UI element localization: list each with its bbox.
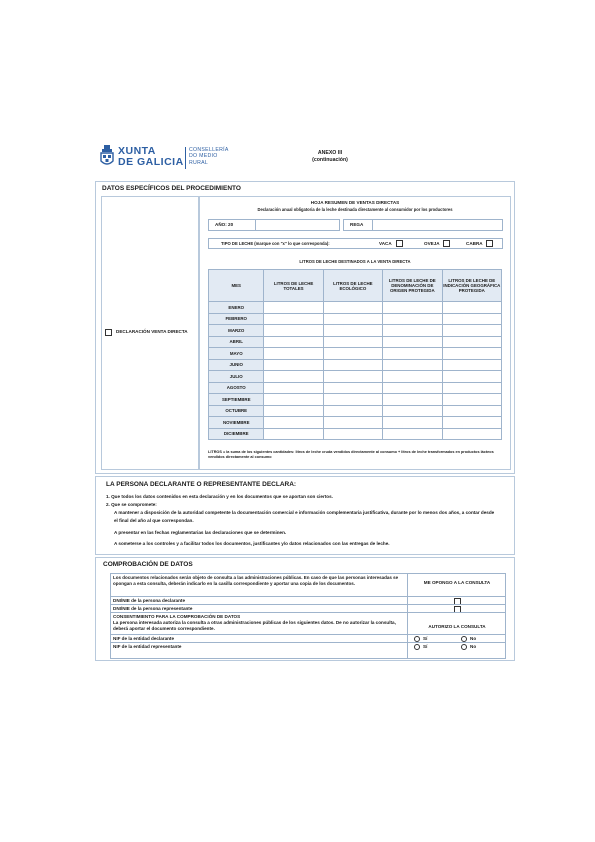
declaration-section xyxy=(95,476,515,555)
liters-pgi-input[interactable] xyxy=(442,417,501,429)
liters-pgi-input[interactable] xyxy=(442,348,501,360)
liters-footnote: LITROS = la suma de los siguientes cantidades: litros de leche cruda vendidos directamente al consumo + litros de leche transformados en productos lácteos vendidos directamente al consumo xyxy=(208,450,494,459)
month-row xyxy=(209,394,502,406)
liters-pdo-input[interactable] xyxy=(383,302,443,314)
month-label: ABRIL xyxy=(209,336,264,348)
consent-text: La persona interesada autoriza la consulta a otras administraciones públicas de los siguientes datos. De no autorizar la consulta, deberá aportar el documento correspondiente. xyxy=(113,620,396,631)
sales-summary-sheet xyxy=(199,196,511,470)
nif-row-1-label: NIF de la entidad declarante xyxy=(113,636,175,641)
declaration-cell xyxy=(101,196,199,470)
rega-label: REGA xyxy=(350,222,364,227)
annex-line1: ANEXO III xyxy=(317,150,343,156)
month-label: DICIEMBRE xyxy=(209,428,264,440)
liters-pdo-input[interactable] xyxy=(383,382,443,394)
milk-type-goat-checkbox[interactable] xyxy=(486,240,493,247)
authorize-header: AUTORIZO LA CONSULTA xyxy=(428,624,486,629)
liters-total-input[interactable] xyxy=(264,371,323,383)
liters-pgi-input[interactable] xyxy=(442,313,501,325)
liters-organic-input[interactable] xyxy=(323,428,382,440)
month-label: ENERO xyxy=(209,302,264,314)
month-row xyxy=(209,336,502,348)
liters-organic-input[interactable] xyxy=(323,394,382,406)
milk-type-row xyxy=(208,238,503,249)
rega-input[interactable] xyxy=(372,220,373,230)
liters-pdo-input[interactable] xyxy=(383,336,443,348)
month-label: SEPTIEMBRE xyxy=(209,394,264,406)
logo-line2: DE GALICIA xyxy=(118,156,184,168)
logo-divider xyxy=(185,147,186,169)
liters-pdo-input[interactable] xyxy=(383,405,443,417)
sheet-title: HOJA RESUMEN DE VENTAS DIRECTAS xyxy=(310,200,400,205)
liters-total-input[interactable] xyxy=(264,394,323,406)
section3-title: COMPROBACIÓN DE DATOS xyxy=(103,561,193,568)
milk-type-sheep-checkbox[interactable] xyxy=(443,240,450,247)
nif2-no-label: No xyxy=(470,644,477,649)
col-pdo-liters: LITROS DE LECHE DE DENOMINACIÓN DE ORIGEN PROTEGIDA xyxy=(383,270,443,302)
liters-pdo-input[interactable] xyxy=(383,313,443,325)
dept-line1: CONSELLERÍA xyxy=(189,147,229,153)
liters-total-input[interactable] xyxy=(264,302,323,314)
liters-pdo-input[interactable] xyxy=(383,417,443,429)
row-divider xyxy=(111,612,505,613)
liters-pdo-input[interactable] xyxy=(383,325,443,337)
section2-title: LA PERSONA DECLARANTE O REPRESENTANTE DECLARA: xyxy=(106,481,297,488)
liters-organic-input[interactable] xyxy=(323,313,382,325)
month-row xyxy=(209,348,502,360)
liters-pdo-input[interactable] xyxy=(383,371,443,383)
month-label: MARZO xyxy=(209,325,264,337)
liters-pgi-input[interactable] xyxy=(442,325,501,337)
year-label: AÑO: 20 xyxy=(215,222,234,227)
doc-row-2-label: DNI/NIE de la persona representante xyxy=(113,606,193,611)
liters-organic-input[interactable] xyxy=(323,371,382,383)
month-label: JULIO xyxy=(209,371,264,383)
month-row xyxy=(209,417,502,429)
month-label: MAYO xyxy=(209,348,264,360)
month-label: OCTUBRE xyxy=(209,405,264,417)
liters-organic-input[interactable] xyxy=(323,405,382,417)
row-divider xyxy=(111,604,505,605)
table-title: LITROS DE LECHE DESTINADOS A LA VENTA DIRECTA xyxy=(299,259,411,264)
month-row xyxy=(209,405,502,417)
verification-table xyxy=(110,573,506,659)
nif2-yes-radio[interactable] xyxy=(414,644,420,650)
liters-organic-input[interactable] xyxy=(323,348,382,360)
liters-pgi-input[interactable] xyxy=(442,405,501,417)
month-label: AGOSTO xyxy=(209,382,264,394)
month-row xyxy=(209,359,502,371)
liters-organic-input[interactable] xyxy=(323,382,382,394)
liters-total-input[interactable] xyxy=(264,325,323,337)
oppose-column-divider xyxy=(407,574,408,658)
declare-item-2: 2. Que se compromete: xyxy=(106,502,157,507)
liters-pgi-input[interactable] xyxy=(442,359,501,371)
milk-type-goat-label: CABRA xyxy=(466,241,483,246)
milk-type-sheep-label: OVEJA xyxy=(424,241,440,246)
declaration-checkbox[interactable] xyxy=(105,329,112,336)
liters-organic-input[interactable] xyxy=(323,325,382,337)
data-verification-section xyxy=(95,557,515,661)
dept-line3: RURAL xyxy=(189,159,209,166)
nif1-no-label: No xyxy=(470,636,477,641)
logo-line1: XUNTA xyxy=(118,145,156,157)
liters-pgi-input[interactable] xyxy=(442,382,501,394)
sheet-subtitle: Declaración anual obligatoria de la leche destinada directamente al consumidor por los productores xyxy=(257,207,453,212)
nif-row-2-label: NIF de la entidad representante xyxy=(113,644,182,649)
month-row xyxy=(209,428,502,440)
annex-label xyxy=(300,150,360,164)
col-total-liters: LITROS DE LECHE TOTALES xyxy=(264,270,323,302)
declare-item-1: 1. Que todos los datos contenidos en esta declaración y en los documentos que se aportan son ciertos. xyxy=(106,494,333,499)
year-input[interactable] xyxy=(255,220,256,230)
nif1-yes-label: Sí xyxy=(423,636,428,641)
liters-total-input[interactable] xyxy=(264,405,323,417)
oppose-header: ME OPONGO A LA CONSULTA xyxy=(423,580,491,585)
section1-title: DATOS ESPECÍFICOS DEL PROCEDIMIENTO xyxy=(102,185,241,192)
commitment-3: A someterse a los controles y a facilitar todos los documentos, justificantes y/o datos relacionados con las entregas de leche. xyxy=(114,541,390,546)
liters-pdo-input[interactable] xyxy=(383,394,443,406)
dept-line2: DO MEDIO xyxy=(189,153,218,160)
nif2-yes-label: Sí xyxy=(423,644,428,649)
col-month: MES xyxy=(209,270,264,302)
milk-type-cow-label: VACA xyxy=(379,241,392,246)
month-row xyxy=(209,313,502,325)
month-row xyxy=(209,382,502,394)
liters-pdo-input[interactable] xyxy=(383,428,443,440)
month-row xyxy=(209,325,502,337)
month-label: JUNIO xyxy=(209,359,264,371)
month-row xyxy=(209,371,502,383)
monthly-liters-table xyxy=(208,269,502,440)
liters-total-input[interactable] xyxy=(264,348,323,360)
row-divider xyxy=(111,596,505,597)
year-field[interactable] xyxy=(208,219,340,231)
liters-total-input[interactable] xyxy=(264,359,323,371)
liters-organic-input[interactable] xyxy=(323,359,382,371)
liters-total-input[interactable] xyxy=(264,336,323,348)
liters-organic-input[interactable] xyxy=(323,336,382,348)
consent-title: CONSENTIMIENTO PARA LA COMPROBACIÓN DE DATOS xyxy=(113,614,241,619)
col-pgi-liters: LITROS DE LECHE DE INDICACIÓN GEOGRÁFICA PROTEGIDA xyxy=(442,270,501,302)
month-label: NOVIEMBRE xyxy=(209,417,264,429)
liters-pgi-input[interactable] xyxy=(442,371,501,383)
specific-data-section xyxy=(95,181,515,474)
col-organic-liters: LITROS DE LECHE ECOLÓGICO xyxy=(323,270,382,302)
liters-organic-input[interactable] xyxy=(323,302,382,314)
consult-intro: Los documentos relacionados serán objeto de consulta a las administraciones públicas. En caso de que las personas interesadas se opongan a esta consulta, deberán indicarlo en la casilla correspondiente y aportar una copia de los documentos. xyxy=(113,575,399,587)
liters-total-input[interactable] xyxy=(264,313,323,325)
liters-pgi-input[interactable] xyxy=(442,394,501,406)
liters-organic-input[interactable] xyxy=(323,417,382,429)
milk-type-label: TIPO DE LECHE (marque con "x" lo que corresponda): xyxy=(221,241,330,246)
declaration-label: DECLARACIÓN VENTA DIRECTA xyxy=(116,329,188,334)
liters-total-input[interactable] xyxy=(264,417,323,429)
doc-row-1-label: DNI/NIE de la persona declarante xyxy=(113,598,185,603)
row-divider xyxy=(111,642,505,643)
liters-pgi-input[interactable] xyxy=(442,302,501,314)
liters-total-input[interactable] xyxy=(264,428,323,440)
rega-field[interactable] xyxy=(343,219,503,231)
nif2-no-radio[interactable] xyxy=(461,644,467,650)
row-divider xyxy=(111,634,505,635)
commitment-2: A presentar en las fechas reglamentarias las declaraciones que se determinen. xyxy=(114,530,287,535)
liters-pgi-input[interactable] xyxy=(442,428,501,440)
milk-type-cow-checkbox[interactable] xyxy=(396,240,403,247)
commitment-1: A mantener a disposición de la autoridad competente la documentación comercial e información complementaria justificativa, durante por lo menos dos años, a contar desde el final del año al que correspondan. xyxy=(114,510,495,523)
month-label: FEBRERO xyxy=(209,313,264,325)
xunta-emblem-icon xyxy=(100,145,114,167)
liters-total-input[interactable] xyxy=(264,382,323,394)
month-row xyxy=(209,302,502,314)
liters-pdo-input[interactable] xyxy=(383,348,443,360)
liters-pdo-input[interactable] xyxy=(383,359,443,371)
annex-line2: (continuación) xyxy=(312,157,348,163)
liters-pgi-input[interactable] xyxy=(442,336,501,348)
